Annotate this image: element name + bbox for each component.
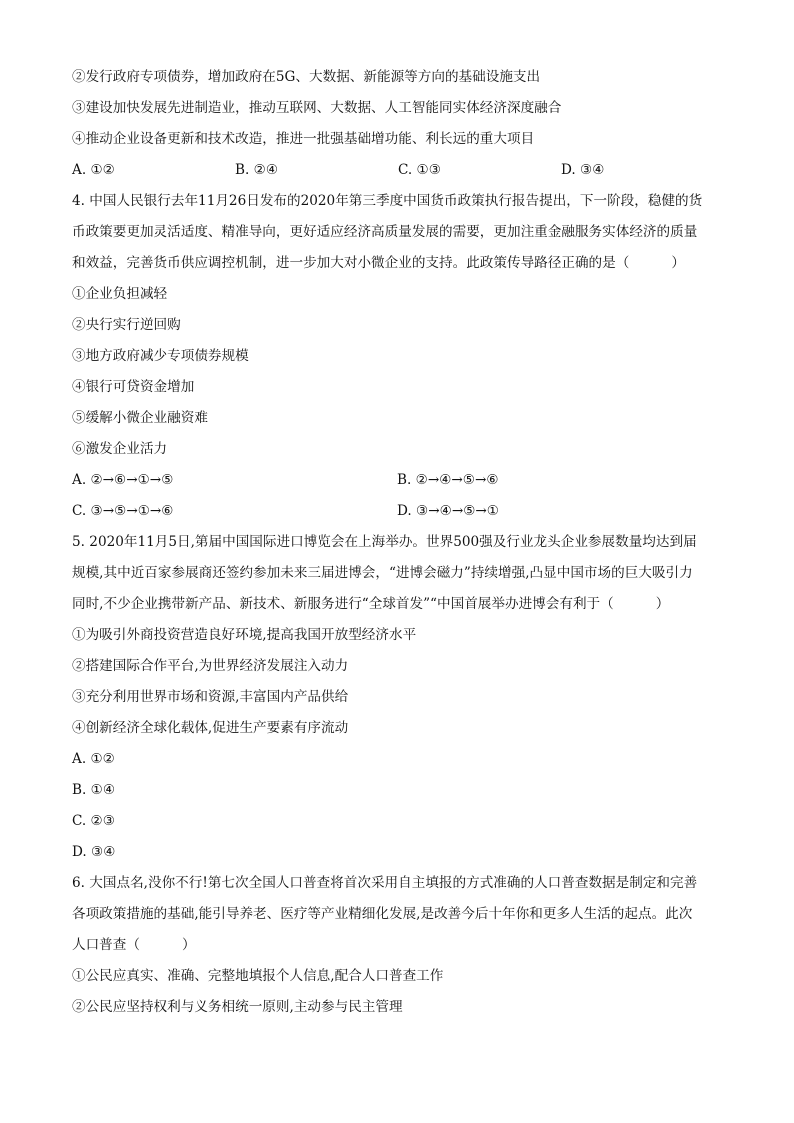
q5-stem-line-3 [72, 589, 724, 620]
q4-option-b: B. ②→④→⑤→⑥ [397, 472, 499, 488]
q4-stem-line-2: 币政策要更加灵活适度、精准导向，更好适应经济高质量发展的需要，更加注重金融服务实体经济的质量 [72, 224, 698, 240]
q4-option-a: A. ②→⑥→①→⑤ [72, 472, 174, 488]
question-3-continued [72, 62, 724, 186]
question-5 [72, 527, 724, 868]
q3-options [72, 155, 724, 186]
q6-paren-close: ） [181, 937, 196, 953]
q4-options-row-1 [72, 465, 724, 496]
q4-item-2: ②央行实行逆回购 [72, 317, 181, 333]
q4-paren-close: ） [671, 255, 685, 271]
q6-stem-line-3 [72, 930, 724, 961]
q6-item-1: ①公民应真实、准确、完整地填报个人信息,配合人口普查工作 [72, 968, 444, 984]
q5-option-a: A. ①② [72, 751, 115, 767]
q5-option-b: B. ①④ [72, 782, 116, 798]
q5-option-c: C. ②③ [72, 813, 115, 829]
q3-item-2: ②发行政府专项债券，增加政府在5G、大数据、新能源等方向的基础设施支出 [72, 69, 541, 85]
q6-item-2: ②公民应坚持权利与义务相统一原则,主动参与民主管理 [72, 999, 403, 1015]
q5-item-1: ①为吸引外商投资营造良好环境,提高我国开放型经济水平 [72, 627, 417, 643]
q4-item-6: ⑥激发企业活力 [72, 441, 168, 457]
q4-item-1: ①企业负担减轻 [72, 286, 168, 302]
q3-option-b: B. ②④ [235, 162, 279, 178]
q3-option-d: D. ③④ [561, 162, 605, 178]
q3-item-4: ④推动企业设备更新和技术改造，推进一批强基础增功能、利长远的重大项目 [72, 131, 535, 147]
question-6 [72, 868, 724, 1023]
q6-stem-text: 人口普查（ [72, 937, 140, 953]
q4-stem-text: 和效益，完善货币供应调控机制，进一步加大对小微企业的支持。此政策传导路径正确的是（ [72, 255, 630, 271]
q4-stem-line-1: 4. 中国人民银行去年11月26日发布的2020年第三季度中国货币政策执行报告提出，下一阶段，稳健的货 [72, 193, 703, 209]
q4-item-3: ③地方政府减少专项债券规模 [72, 348, 249, 364]
q5-paren-close: ） [655, 596, 670, 612]
q5-option-d: D. ③④ [72, 844, 116, 860]
q4-item-5: ⑤缓解小微企业融资难 [72, 410, 208, 426]
q4-item-4: ④银行可贷资金增加 [72, 379, 195, 395]
q3-option-c: C. ①③ [398, 162, 441, 178]
q5-stem-line-1: 5. 2020年11月5日,第届中国国际进口博览会在上海举办。世界500强及行业龙头企业参展数量均达到届 [72, 534, 697, 550]
q4-option-d: D. ③→④→⑤→① [397, 503, 499, 519]
q6-stem-line-1: 6. 大国点名,没你不行!第七次全国人口普查将首次采用自主填报的方式准确的人口普查数据是制定和完善 [72, 875, 698, 891]
q5-item-3: ③充分利用世界市场和资源,丰富国内产品供给 [72, 689, 349, 705]
q3-option-a: A. ①② [72, 162, 115, 178]
q5-stem-line-2: 规模,其中近百家参展商还签约参加未来三届进博会，“进博会磁力”持续增强,凸显中国市场的巨大吸引力 [72, 565, 693, 581]
q4-options-row-2 [72, 496, 724, 527]
q4-option-c: C. ③→⑤→①→⑥ [72, 503, 174, 519]
q5-item-2: ②搭建国际合作平台,为世界经济发展注入动力 [72, 658, 349, 674]
q4-stem-line-3 [72, 248, 724, 279]
q6-stem-line-2: 各项政策措施的基础,能引导养老、医疗等产业精细化发展,是改善今后十年你和更多人生活的起点。此次 [72, 906, 693, 922]
q5-stem-text: 同时,不少企业携带新产品、新技术、新服务进行“全球首发”“中国首展举办进博会有利于（ [72, 596, 614, 612]
exam-page [72, 62, 724, 1023]
question-4 [72, 186, 724, 527]
q3-item-3: ③建设加快发展先进制造业，推动互联网、大数据、人工智能同实体经济深度融合 [72, 100, 562, 116]
q5-item-4: ④创新经济全球化载体,促进生产要素有序流动 [72, 720, 349, 736]
